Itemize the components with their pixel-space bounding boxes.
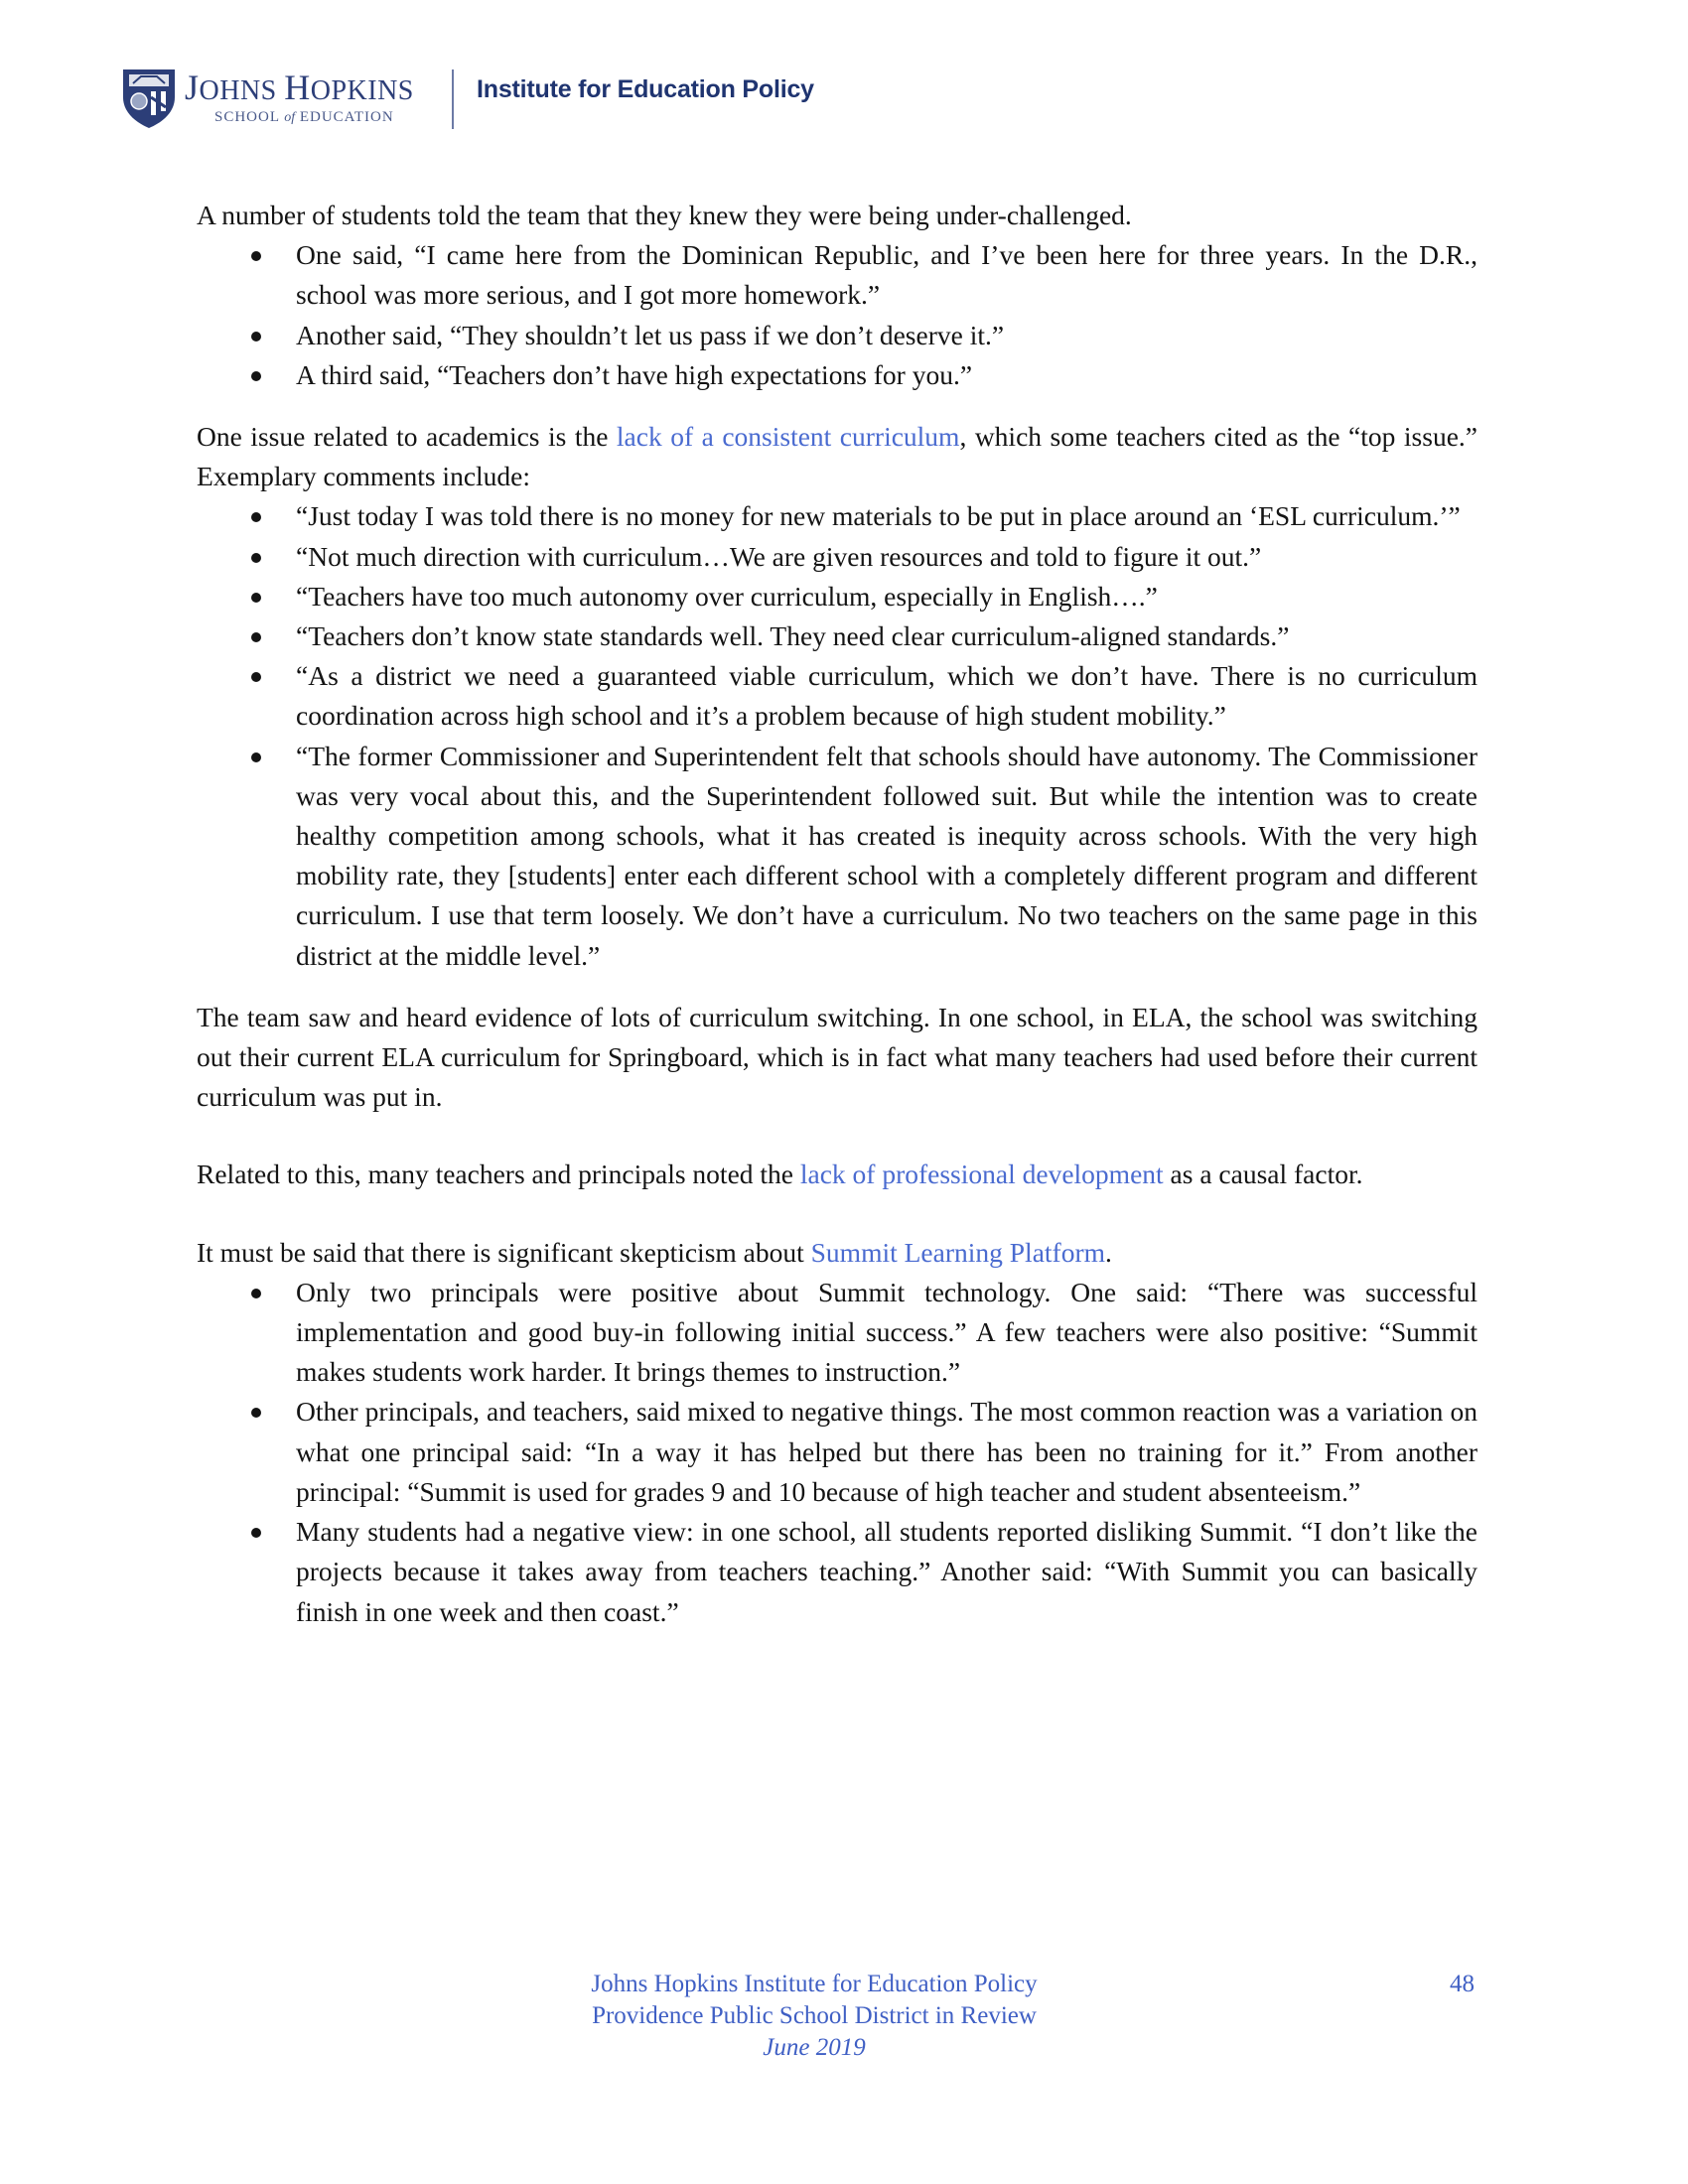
curriculum-comments-list <box>197 496 1477 975</box>
footer-institute: Johns Hopkins Institute for Education Policy <box>591 1971 1038 1997</box>
page-number: 48 <box>1450 1971 1475 1997</box>
spacer <box>197 976 1477 998</box>
paragraph-curriculum <box>197 417 1477 496</box>
bullet-icon <box>251 672 261 682</box>
link-summit-learning-platform[interactable]: Summit Learning Platform <box>810 1236 1105 1268</box>
bullet-icon <box>251 593 261 603</box>
sub-education: EDUCATION <box>295 109 394 125</box>
link-professional-development[interactable]: lack of professional development <box>799 1159 1164 1190</box>
student-quotes-list <box>197 235 1477 395</box>
wordmark-ohns: OHNS <box>199 75 285 106</box>
list-item <box>197 1273 1477 1393</box>
list-item-text: One said, “I came here from the Dominican Republic, and I’ve been here for three years. In the D.R., school was more serious, and I got more homework.” <box>296 239 1477 311</box>
text: Related to this, many teachers and principals noted the <box>197 1159 800 1190</box>
school-of-education-wordmark <box>214 109 394 126</box>
list-item <box>197 1392 1477 1512</box>
wordmark-opkins: OPKINS <box>310 75 414 106</box>
list-item-text: “Not much direction with curriculum…We are given resources and told to figure it out.” <box>296 540 1262 572</box>
bullet-icon <box>251 1408 261 1418</box>
list-item <box>197 316 1477 355</box>
list-item <box>197 577 1477 616</box>
spacer <box>197 395 1477 417</box>
list-item <box>197 355 1477 395</box>
sub-of: of <box>284 110 296 125</box>
text: , which some teachers cited as the “top issue.” Exemplary comments include: <box>197 421 1477 492</box>
paragraph-summit <box>197 1233 1477 1273</box>
bullet-icon <box>251 632 261 642</box>
bullet-icon <box>251 251 261 261</box>
list-item <box>197 537 1477 577</box>
paragraph-curriculum-switching: The team saw and heard evidence of lots of curriculum switching. In one school, in ELA, the school was switching out their current ELA curriculum for Springboard, which is in fact what many teachers had used before their current curriculum was put in. <box>197 1001 1477 1113</box>
list-item <box>197 496 1477 536</box>
list-item-text: “Just today I was told there is no money for new materials to be put in place around an ‘ESL curriculum.’” <box>296 500 1461 532</box>
list-item-text: “The former Commissioner and Superintendent felt that schools should have autonomy. The Commissioner was very vocal about this, and the Superintendent followed suit. But while the intention was to create healthy competition among schools, what it has created is inequity across schools. With the very high mobility rate, they [students] enter each different school with a completely different program and different curriculum. I use that term loosely. We don’t have a curriculum. No two teachers on the same page in this district at the middle level.” <box>296 740 1477 971</box>
spacer <box>197 1195 1477 1233</box>
page-header <box>119 64 1013 133</box>
institute-title: Institute for Education Policy <box>477 75 814 103</box>
list-item <box>197 235 1477 315</box>
list-item <box>197 737 1477 976</box>
link-consistent-curriculum[interactable]: lack of a consistent curriculum <box>616 421 960 453</box>
list-item-text: Many students had a negative view: in one school, all students reported disliking Summit. “I don’t like the projects because it takes away from teachers teaching.” Another said: “With Summit you can basically finish in one week and then coast.” <box>296 1516 1477 1627</box>
footer-report-title: Providence Public School District in Review <box>592 2002 1037 2029</box>
text: as a causal factor. <box>1163 1159 1363 1190</box>
list-item-text: Another said, “They shouldn’t let us pass if we don’t deserve it.” <box>296 319 1005 350</box>
footer-date: June 2019 <box>763 2034 866 2061</box>
list-item-text: A third said, “Teachers don’t have high expectations for you.” <box>296 358 973 390</box>
list-item-text: “Teachers don’t know state standards well. They need clear curriculum-aligned standards.” <box>296 620 1290 652</box>
bullet-icon <box>251 512 261 522</box>
text: . <box>1105 1236 1112 1268</box>
bullet-icon <box>251 553 261 563</box>
bullet-icon <box>251 752 261 762</box>
wordmark-j: J <box>185 68 200 107</box>
paragraph-under-challenged: A number of students told the team that they knew they were being under-challenged. <box>197 200 1132 230</box>
list-item-text: “Teachers have too much autonomy over curriculum, especially in English….” <box>296 580 1158 612</box>
list-item-text: Only two principals were positive about Summit technology. One said: “There was successful implementation and good buy-in following initial success.” A few teachers were also positive: “Summit makes students work harder. It brings themes to instruction.” <box>296 1276 1477 1388</box>
wordmark-h: H <box>284 68 311 107</box>
paragraph-professional-development <box>197 1155 1477 1194</box>
page-footer <box>496 1969 1132 2064</box>
document-body <box>197 196 1477 1632</box>
johns-hopkins-wordmark <box>185 69 414 109</box>
jhu-shield-logo-icon <box>121 68 177 129</box>
header-divider <box>452 69 454 129</box>
spacer <box>197 1117 1477 1155</box>
summit-views-list <box>197 1273 1477 1632</box>
text: One issue related to academics is the <box>197 421 617 453</box>
list-item <box>197 616 1477 656</box>
list-item-text: Other principals, and teachers, said mixed to negative things. The most common reaction was a variation on what one principal said: “In a way it has helped but there has been no training for it.” From another principal: “Summit is used for grades 9 and 10 because of high teacher and student absenteeism.” <box>296 1396 1477 1507</box>
list-item <box>197 656 1477 736</box>
bullet-icon <box>251 1289 261 1298</box>
list-item <box>197 1512 1477 1632</box>
bullet-icon <box>251 332 261 341</box>
bullet-icon <box>251 371 261 381</box>
text: It must be said that there is significant skepticism about <box>197 1236 811 1268</box>
list-item-text: “As a district we need a guaranteed viable curriculum, which we don’t have. There is no curriculum coordination across high school and it’s a problem because of high student mobility.” <box>296 660 1477 732</box>
sub-school: SCHOOL <box>214 109 285 125</box>
bullet-icon <box>251 1528 261 1538</box>
